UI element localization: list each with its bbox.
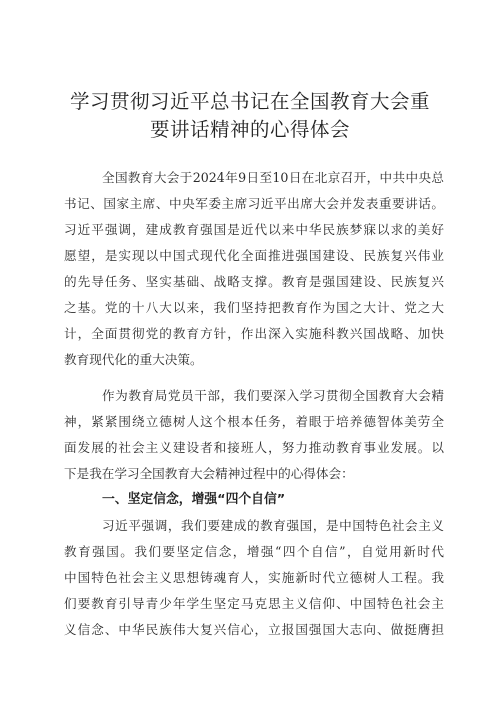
paragraph-1-line: 教育现代化的重大决策。 (64, 352, 203, 367)
paragraph-2-line: 下是我在学习全国教育大会精神过程中的心得体会： (64, 466, 354, 481)
paragraph-2-line: 作为教育局党员干部，我们要深入学习贯彻全国教育大会精 (102, 388, 444, 403)
paragraph-3-line: 们要教育引导青少年学生坚定马克思主义信仰、中国特色社会主 (64, 596, 444, 611)
paragraph-3-line: 义信念、中华民族伟大复兴信心，立报国强国大志向、做挺膺担 (64, 622, 444, 637)
paragraph-3-line: 习近平强调，我们要建成的教育强国，是中国特色社会主义 (102, 518, 444, 533)
paragraph-1-line: 书记、国家主席、中央军委主席习近平出席大会并发表重要讲话。 (64, 196, 444, 211)
paragraph-2-line: 神，紧紧围绕立德树人这个根本任务，着眼于培养德智体美劳全 (64, 414, 444, 429)
paragraph-2-line: 面发展的社会主义建设者和接班人，努力推动教育事业发展。以 (64, 440, 444, 455)
paragraph-1-line: 愿望，是实现以中国式现代化全面推进强国建设、民族复兴伟业 (64, 248, 444, 263)
document-title-line-2: 要讲话精神的心得体会 (149, 118, 350, 141)
paragraph-3-line: 中国特色社会主义思想铸魂育人，实施新时代立德树人工程。我 (64, 570, 444, 585)
paragraph-1-line: 之基。党的十八大以来，我们坚持把教育作为国之大计、党之大 (64, 300, 444, 315)
paragraph-1-line: 计，全面贯彻党的教育方针，作出深入实施科教兴国战略、加快 (64, 326, 444, 341)
paragraph-1-line: 全国教育大会于2024年9日至10日在北京召开，中共中央总 (102, 170, 444, 185)
document-title-line-1: 学习贯彻习近平总书记在全国教育大会重 (69, 90, 430, 113)
section-heading: 一、坚定信念，增强“四个自信” (102, 492, 286, 507)
paragraph-1-line: 的先导任务、坚实基础、战略支撑。教育是强国建设、民族复兴 (64, 274, 444, 289)
paragraph-1-line: 习近平强调，建成教育强国是近代以来中华民族梦寐以求的美好 (64, 222, 444, 237)
paragraph-3-line: 教育强国。我们要坚定信念，增强“四个自信”，自觉用新时代 (64, 544, 444, 559)
